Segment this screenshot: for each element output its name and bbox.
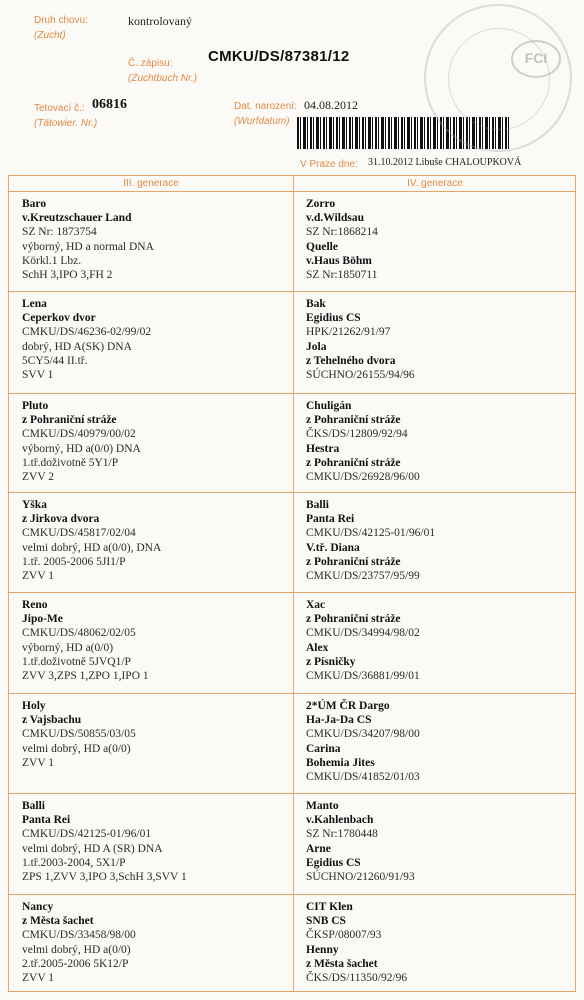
issue-date-signature: 31.10.2012 Libuše CHALOUPKOVÁ <box>368 157 522 168</box>
ancestor-cell-3-3: Pluto z Pohraniční stráže CMKU/DS/40979/00/02 výborný, HD a(0/0) DNA 1.tř.doživotně 5Y1/P ZVV 2 <box>22 400 141 484</box>
breed-value: kontrolovaný <box>128 14 192 28</box>
ancestor-cell-4-7: Manto v.Kahlenbach SZ Nr:1780448 Arne Egidius CS SÚCHNO/21260/91/93 <box>306 800 415 884</box>
tattoo-label-de: (Tätowier. Nr.) <box>34 118 98 129</box>
dob-label-de: (Wurfdatum) <box>234 116 290 127</box>
ancestor-cell-3-5: Reno Jipo-Me CMKU/DS/48062/02/05 výborný, HD a(0/0) 1.tř.doživotně 5JVQ1/P ZVV 3,ZPS 1,ZPO 1,IPO 1 <box>22 599 149 683</box>
ancestor-cell-4-5: Xac z Pohraniční stráže CMKU/DS/34994/98/02 Alex z Písničky CMKU/DS/36881/99/01 <box>306 599 420 683</box>
ancestor-cell-4-1: Zorro v.d.Wildsau SZ Nr:1868214 Quelle v.Haus Böhm SZ Nr:1850711 <box>306 198 378 282</box>
ancestor-cell-3-8: Nancy z Města šachet CMKU/DS/33458/98/00 velmi dobrý, HD a(0/0) 2.tř.2005-2006 5K12/P ZVV 1 <box>22 901 136 985</box>
tattoo-number: 06816 <box>92 97 127 112</box>
col4-header: IV. generace <box>407 178 463 189</box>
ancestor-cell-4-4: Balli Panta Rei CMKU/DS/42125-01/96/01 V.tř. Diana z Pohraniční stráže CMKU/DS/23757/95/99 <box>306 499 436 583</box>
ancestor-cell-3-7: Balli Panta Rei CMKU/DS/42125-01/96/01 velmi dobrý, HD A (SR) DNA 1.tř.2003-2004, 5X1/P ZPS 1,ZVV 3,IPO 3,SchH 3,SVV 1 <box>22 800 187 884</box>
ancestor-cell-3-4: Yška z Jirkova dvora CMKU/DS/45817/02/04 velmi dobrý, HD a(0/0), DNA 1.tř. 2005-2006 5JI1/P ZVV 1 <box>22 499 162 583</box>
place-label: V Praze dne: <box>300 159 358 170</box>
fci-stamp <box>424 4 572 152</box>
registration-number: CMKU/DS/87381/12 <box>208 48 350 65</box>
ancestor-cell-4-8: CIT Klen SNB CS ČKSP/08007/93 Henny z Města šachet ČKS/DS/11350/92/96 <box>306 901 408 985</box>
dob-value: 04.08.2012 <box>304 98 358 112</box>
ancestor-cell-4-6: 2*ÚM ČR Dargo Ha-Ja-Da CS CMKU/DS/34207/98/00 Carina Bohemia Jites CMKU/DS/41852/01/03 <box>306 700 420 784</box>
col3-header: III. generace <box>123 178 179 189</box>
breed-label: Druh chovu: <box>34 15 88 26</box>
ancestor-cell-3-2: Lena Ceperkov dvor CMKU/DS/46236-02/99/02 dobrý, HD A(SK) DNA 5CY5/44 II.tř. SVV 1 <box>22 298 152 382</box>
pedigree-table <box>8 175 576 992</box>
ancestor-cell-3-6: Holy z Vajsbachu CMKU/DS/50855/03/05 velmi dobrý, HD a(0/0) ZVV 1 <box>22 700 136 769</box>
breed-label-de: (Zucht) <box>34 30 66 41</box>
reg-label: Č. zápisu: <box>128 58 173 69</box>
reg-label-de: (Zuchtbuch Nr.) <box>128 73 198 84</box>
fci-logo-icon: FCI <box>511 40 561 78</box>
ancestor-cell-4-3: Chuligán z Pohraniční stráže ČKS/DS/12809/92/94 Hestra z Pohraniční stráže CMKU/DS/26928/96/00 <box>306 400 420 484</box>
ancestor-cell-3-1: Baro v.Kreutzschauer Land SZ Nr: 1873754 výborný, HD a normal DNA Körkl.1 Lbz. SchH 3,IPO 3,FH 2 <box>22 198 154 282</box>
ancestor-cell-4-2: Bak Egidius CS HPK/21262/91/97 Jola z Tehelného dvora SÚCHNO/26155/94/96 <box>306 298 415 382</box>
tattoo-label: Tetovací č.: <box>34 103 85 114</box>
dob-label: Dat. narození: <box>234 101 297 112</box>
